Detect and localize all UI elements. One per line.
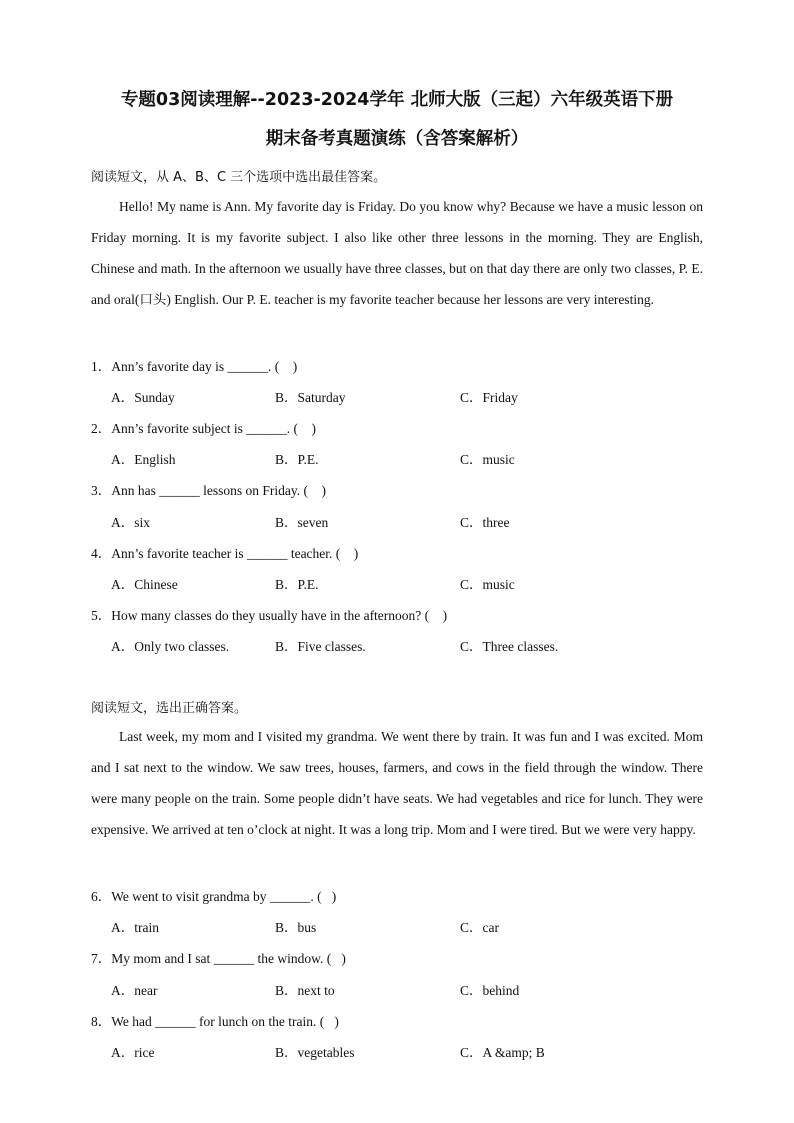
- section-2-passage: Last week, my mom and I visited my grandma. We went there by train. It was fun and I was excited. Mom and I sat next to the window. We saw trees, houses, farmers, and cows in the field through the window. There were many people on the train. Some people didn’t have seats. We had vegetables and rice for lunch. They were expensive. We arrived at ten o’clock at night. It was a long trip. Mom and I were tired. But we were very happy.: [91, 729, 703, 837]
- question-8: 8．We had ______ for lunch on the train. ( ): [91, 1014, 339, 1029]
- question-8-option-c: C．A &amp; B: [460, 1045, 545, 1060]
- question-2-option-b: B．P.E.: [275, 452, 319, 467]
- question-1-option-b: B．Saturday: [275, 390, 346, 405]
- question-6-option-b: B．bus: [275, 920, 317, 935]
- section-2-instruction: 阅读短文，选出正确答案。: [91, 701, 248, 716]
- question-4-option-c: C．music: [460, 577, 515, 592]
- question-2-option-a: A．English: [111, 452, 176, 467]
- question-4: 4．Ann’s favorite teacher is ______ teacher. ( ): [91, 546, 359, 561]
- question-6-option-c: C．car: [460, 920, 499, 935]
- question-5-option-a: A．Only two classes.: [111, 639, 230, 654]
- section-1-passage: Hello! My name is Ann. My favorite day is Friday. Do you know why? Because we have a music lesson on Friday morning. It is my favorite subject. I also like other three lessons in the morning. They are English, Chinese and math. In the afternoon we usually have three classes, but on that day there are only two classes, P. E. and oral(口头) English. Our P. E. teacher is my favorite teacher because her lessons are very interesting.: [91, 199, 703, 307]
- question-7-option-b: B．next to: [275, 983, 335, 998]
- question-2: 2．Ann’s favorite subject is ______. ( ): [91, 421, 316, 436]
- document-title-line-1: 专题03阅读理解--2023-2024学年 北师大版（三起）六年级英语下册: [120, 90, 674, 110]
- question-8-option-b: B．vegetables: [275, 1045, 355, 1060]
- question-3-option-c: C．three: [460, 515, 510, 530]
- question-6-option-a: A．train: [111, 920, 159, 935]
- question-3-option-a: A．six: [111, 515, 151, 530]
- question-1: 1．Ann’s favorite day is ______. ( ): [91, 359, 298, 374]
- question-5: 5．How many classes do they usually have in the afternoon? ( ): [91, 608, 448, 623]
- question-1-option-a: A．Sunday: [111, 390, 175, 405]
- question-7: 7．My mom and I sat ______ the window. ( ): [91, 951, 346, 966]
- question-3: 3．Ann has ______ lessons on Friday. ( ): [91, 483, 326, 498]
- question-2-option-c: C．music: [460, 452, 515, 467]
- question-5-option-c: C．Three classes.: [460, 639, 559, 654]
- question-8-option-a: A．rice: [111, 1045, 155, 1060]
- section-1-instruction: 阅读短文，从 A、B、C 三个选项中选出最佳答案。: [91, 170, 387, 185]
- question-3-option-b: B．seven: [275, 515, 329, 530]
- question-7-option-c: C．behind: [460, 983, 520, 998]
- question-1-option-c: C．Friday: [460, 390, 518, 405]
- question-4-option-b: B．P.E.: [275, 577, 319, 592]
- question-5-option-b: B．Five classes.: [275, 639, 366, 654]
- question-4-option-a: A．Chinese: [111, 577, 178, 592]
- question-7-option-a: A．near: [111, 983, 158, 998]
- question-6: 6．We went to visit grandma by ______. ( ): [91, 889, 337, 904]
- document-title-line-2: 期末备考真题演练（含答案解析）: [265, 129, 529, 149]
